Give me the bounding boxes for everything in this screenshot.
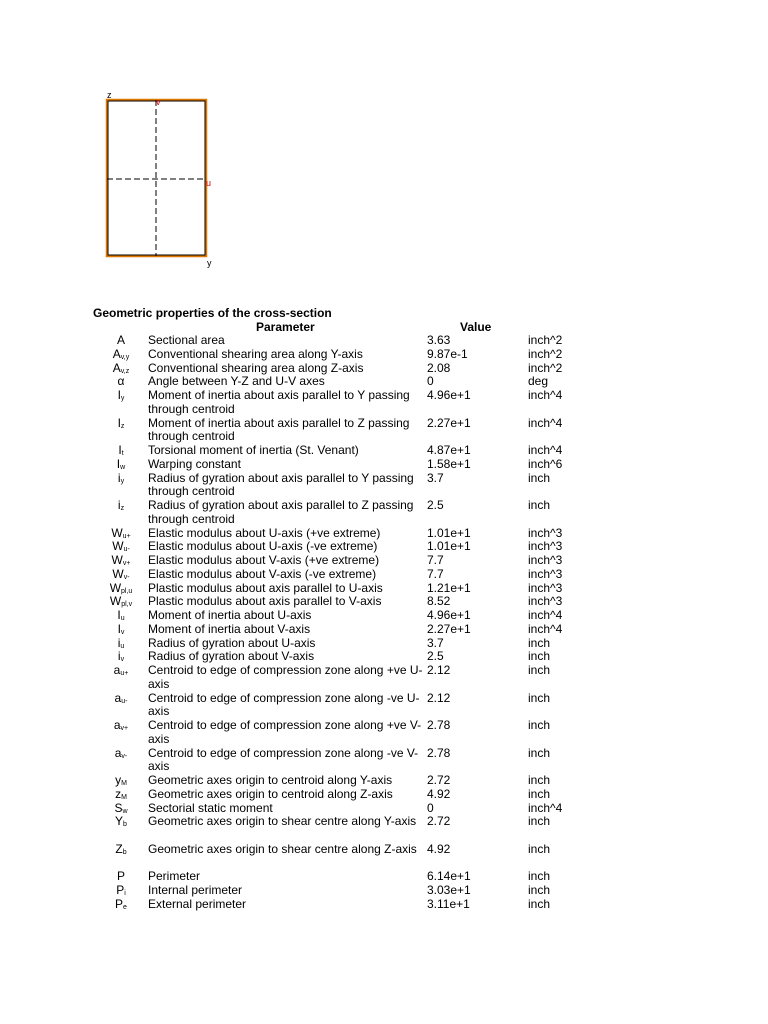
parameter-value: 1.01e+1	[427, 539, 471, 554]
parameter-unit: inch	[528, 745, 551, 760]
parameter-unit: inch^4	[528, 621, 563, 636]
table-row	[0, 898, 768, 912]
symbol-subscript: v	[120, 628, 125, 636]
symbol-subscript: u+	[120, 670, 129, 677]
parameter-value: 4.92	[427, 841, 451, 856]
parameter-value: 3.11e+1	[427, 896, 470, 911]
parameter-value: 8.52	[427, 594, 451, 609]
parameter-value: 7.7	[427, 553, 444, 567]
symbol-main: W	[112, 539, 124, 554]
parameter-unit: inch	[528, 869, 551, 884]
parameter-value: 6.14e+1	[427, 869, 471, 884]
table-row	[0, 774, 768, 788]
table-row	[0, 417, 768, 445]
symbol-subscript: e	[123, 903, 127, 911]
symbol-main: W	[109, 580, 122, 595]
table-row	[0, 802, 768, 816]
parameter-unit: inch^4	[528, 443, 563, 457]
parameter-unit: inch	[528, 896, 551, 911]
symbol-subscript: v+	[120, 725, 129, 732]
parameter-description: Radius of gyration about V-axis	[148, 649, 315, 664]
symbol-main: a	[113, 663, 121, 677]
parameter-description: Sectional area	[148, 333, 225, 347]
z-axis-label: z	[107, 90, 112, 100]
parameter-description: Radius of gyration about U-axis	[148, 635, 316, 650]
value-column-header: Value	[460, 320, 492, 334]
parameter-unit: inch	[528, 841, 551, 856]
symbol-main: W	[109, 594, 122, 609]
symbol-main: a	[114, 690, 122, 705]
parameter-column-header: Parameter	[256, 320, 315, 334]
parameter-value: 2.72	[427, 814, 451, 829]
parameter-unit: inch^4	[528, 800, 563, 815]
table-row	[0, 334, 768, 348]
parameter-unit: inch^6	[528, 456, 563, 471]
table-row	[0, 595, 768, 609]
parameter-value: 0	[427, 800, 434, 815]
parameter-symbol	[100, 692, 142, 709]
table-row	[0, 650, 768, 664]
symbol-subscript: v,z	[120, 367, 130, 375]
parameter-unit: inch	[528, 718, 551, 732]
table-row	[0, 884, 768, 898]
symbol-main: Z	[115, 841, 123, 856]
symbol-main: I	[117, 415, 121, 430]
parameter-symbol	[100, 898, 142, 915]
parameter-unit: inch	[528, 786, 551, 801]
table-row	[0, 815, 768, 843]
symbol-subscript: pl,v	[121, 601, 133, 609]
parameter-description: Radius of gyration about axis parallel to Y passing through centroid	[148, 470, 414, 499]
symbol-main: I	[116, 456, 121, 471]
symbol-main: P	[116, 869, 125, 884]
parameter-value: 2.27e+1	[427, 415, 471, 430]
symbol-main: P	[115, 896, 124, 911]
parameter-description: Moment of inertia about axis parallel to Z passing through centroid	[148, 415, 410, 444]
table-row	[0, 582, 768, 596]
parameter-symbol	[100, 843, 142, 860]
parameter-unit: inch	[528, 649, 551, 664]
parameter-value: 7.7	[427, 566, 444, 581]
symbol-subscript: z	[120, 505, 125, 512]
symbol-main: S	[114, 800, 123, 815]
parameter-unit: inch^3	[528, 580, 563, 595]
symbol-subscript: v-	[121, 752, 128, 760]
parameter-unit: inch^4	[528, 388, 563, 402]
parameter-description: Geometric axes origin to centroid along Y-axis	[148, 773, 393, 787]
parameter-symbol	[100, 719, 142, 736]
table-row	[0, 637, 768, 651]
parameter-description: Perimeter	[148, 869, 201, 884]
parameter-value: 3.63	[427, 333, 451, 347]
parameter-description: Plastic modulus about axis parallel to U-axis	[148, 580, 383, 595]
table-row	[0, 444, 768, 458]
symbol-main: a	[113, 718, 121, 732]
symbol-subscript: y	[120, 395, 125, 402]
symbol-main: i	[117, 498, 121, 512]
symbol-subscript: z	[120, 422, 125, 430]
symbol-subscript: v-	[123, 573, 130, 581]
table-row	[0, 540, 768, 554]
parameter-symbol	[100, 472, 142, 489]
parameter-description: Sectorial static moment	[148, 800, 273, 815]
parameter-value: 3.03e+1	[427, 883, 471, 897]
symbol-subscript: u	[120, 642, 125, 650]
parameter-unit: inch^4	[528, 415, 563, 430]
parameter-unit: inch^3	[528, 594, 563, 609]
table-row	[0, 568, 768, 582]
parameter-symbol	[100, 334, 142, 348]
symbol-main: W	[111, 553, 123, 567]
parameter-symbol	[100, 417, 142, 434]
symbol-subscript: M	[121, 793, 127, 801]
parameter-description: Elastic modulus about V-axis (+ve extreme)	[148, 553, 380, 567]
parameter-description: Centroid to edge of compression zone along -ve V-axis	[148, 745, 419, 774]
parameter-unit: inch^2	[528, 333, 563, 347]
parameter-unit: inch^2	[528, 360, 563, 375]
symbol-main: i	[117, 470, 121, 485]
parameter-description: Moment of inertia about axis parallel to Y passing through centroid	[148, 388, 410, 416]
parameter-symbol	[100, 664, 142, 681]
parameter-unit: inch	[528, 663, 551, 677]
symbol-main: I	[117, 608, 121, 622]
symbol-subscript: v	[120, 656, 125, 664]
parameter-value: 2.78	[427, 745, 451, 760]
parameter-description: Geometric axes origin to centroid along Z-axis	[148, 786, 393, 801]
parameter-description: Moment of inertia about V-axis	[148, 621, 311, 636]
table-row	[0, 843, 768, 871]
parameter-value: 3.7	[427, 635, 444, 650]
symbol-subscript: u-	[123, 546, 130, 554]
parameter-value: 1.58e+1	[427, 456, 471, 471]
symbol-main: Y	[115, 814, 124, 829]
symbol-subscript: t	[121, 450, 124, 457]
parameter-value: 2.78	[427, 718, 451, 732]
table-row	[0, 664, 768, 692]
parameter-unit: inch	[528, 498, 551, 512]
parameter-unit: deg	[528, 374, 549, 389]
symbol-main: P	[116, 883, 125, 897]
parameter-value: 1.01e+1	[427, 525, 471, 540]
parameter-value: 2.5	[427, 498, 444, 512]
table-row	[0, 375, 768, 389]
parameter-symbol	[100, 375, 142, 389]
parameter-symbol	[100, 747, 142, 764]
symbol-subscript: i	[124, 890, 126, 897]
parameter-value: 0	[427, 374, 434, 389]
parameter-unit: inch^3	[528, 566, 563, 581]
parameter-value: 4.87e+1	[427, 443, 471, 457]
symbol-subscript: u+	[122, 532, 131, 540]
parameter-description: Angle between Y-Z and U-V axes	[148, 374, 325, 389]
symbol-main: i	[117, 635, 121, 650]
parameter-description: Moment of inertia about U-axis	[148, 608, 312, 622]
parameter-description: Conventional shearing area along Y-axis	[148, 346, 363, 361]
table-row	[0, 348, 768, 362]
symbol-main: I	[118, 443, 122, 457]
parameter-unit: inch^3	[528, 525, 563, 540]
symbol-main: A	[112, 360, 121, 375]
parameter-description: Geometric axes origin to shear centre along Y-axis	[148, 814, 417, 829]
symbol-subscript: M	[121, 780, 127, 787]
parameter-description: Centroid to edge of compression zone along +ve U-axis	[148, 663, 423, 691]
symbol-main: I	[117, 621, 121, 636]
symbol-main: W	[112, 566, 124, 581]
symbol-subscript: b	[123, 821, 127, 829]
table-row	[0, 870, 768, 884]
parameter-value: 4.96e+1	[427, 608, 471, 622]
parameter-symbol	[100, 389, 142, 406]
parameter-value: 9.87e-1	[427, 346, 468, 361]
parameter-description: Elastic modulus about U-axis (+ve extreme)	[148, 525, 381, 540]
parameter-description: Centroid to edge of compression zone along -ve U-axis	[148, 690, 420, 719]
parameter-value: 2.5	[427, 649, 444, 664]
table-row	[0, 747, 768, 775]
parameter-value: 2.12	[427, 663, 451, 677]
parameter-unit: inch	[528, 690, 551, 705]
table-row	[0, 389, 768, 417]
symbol-subscript: pl,u	[121, 587, 133, 595]
symbol-main: A	[112, 346, 121, 361]
parameter-description: Internal perimeter	[148, 883, 243, 897]
symbol-main: i	[117, 649, 121, 664]
parameter-description: Conventional shearing area along Z-axis	[148, 360, 364, 375]
parameter-symbol	[100, 499, 142, 516]
parameter-description: Centroid to edge of compression zone along +ve V-axis	[148, 718, 422, 746]
table-row	[0, 692, 768, 720]
parameter-unit: inch^4	[528, 608, 563, 622]
parameter-unit: inch	[528, 635, 551, 650]
parameter-value: 2.27e+1	[427, 621, 471, 636]
symbol-subscript: u-	[121, 697, 128, 705]
symbol-main: W	[111, 525, 123, 540]
parameter-symbol	[100, 815, 142, 832]
table-row	[0, 554, 768, 568]
table-row	[0, 527, 768, 541]
parameter-description: Elastic modulus about V-axis (-ve extreme)	[148, 566, 377, 581]
parameter-unit: inch	[528, 883, 551, 897]
parameter-symbol	[100, 870, 142, 884]
parameter-unit: inch^3	[528, 539, 563, 554]
symbol-main: y	[115, 773, 122, 787]
table-row	[0, 609, 768, 623]
table-row	[0, 472, 768, 500]
parameter-unit: inch^3	[528, 553, 563, 567]
table-row	[0, 623, 768, 637]
parameter-value: 4.96e+1	[427, 388, 471, 402]
y-axis-label: y	[207, 258, 212, 268]
symbol-main: A	[116, 333, 125, 347]
section-title: Geometric properties of the cross-section	[93, 306, 332, 320]
cross-section-diagram	[100, 88, 230, 273]
table-row	[0, 458, 768, 472]
table-row	[0, 499, 768, 527]
parameter-value: 4.92	[427, 786, 451, 801]
table-row	[0, 719, 768, 747]
parameter-description: Radius of gyration about axis parallel to Z passing through centroid	[148, 498, 414, 526]
v-axis-label: v	[156, 97, 161, 107]
parameter-value: 3.7	[427, 470, 444, 485]
parameter-unit: inch^2	[528, 346, 563, 361]
parameter-description: Torsional moment of inertia (St. Venant)	[148, 443, 359, 457]
symbol-main: α	[117, 374, 125, 389]
parameter-value: 2.08	[427, 360, 451, 375]
table-row	[0, 788, 768, 802]
symbol-subscript: b	[122, 848, 127, 856]
symbol-subscript: v+	[122, 560, 131, 567]
symbol-subscript: w	[120, 463, 126, 471]
symbol-main: I	[117, 388, 121, 402]
parameter-value: 2.72	[427, 773, 451, 787]
parameter-description: Geometric axes origin to shear centre along Z-axis	[148, 841, 417, 856]
parameter-unit: inch	[528, 773, 551, 787]
parameter-unit: inch	[528, 814, 551, 829]
symbol-main: z	[115, 786, 122, 801]
symbol-subscript: v,y	[120, 353, 130, 361]
parameter-value: 1.21e+1	[427, 580, 471, 595]
parameter-description: Elastic modulus about U-axis (-ve extreme)	[148, 539, 378, 554]
parameter-description: Warping constant	[148, 456, 241, 471]
symbol-subscript: u	[120, 615, 125, 622]
u-axis-label: u	[206, 178, 212, 188]
symbol-subscript: w	[122, 807, 128, 815]
parameter-description: External perimeter	[148, 896, 247, 911]
parameter-value: 2.12	[427, 690, 451, 705]
table-row	[0, 362, 768, 376]
symbol-subscript: y	[120, 477, 125, 485]
parameter-description: Plastic modulus about axis parallel to V-axis	[148, 594, 382, 609]
symbol-main: a	[114, 745, 122, 760]
parameter-unit: inch	[528, 470, 551, 485]
